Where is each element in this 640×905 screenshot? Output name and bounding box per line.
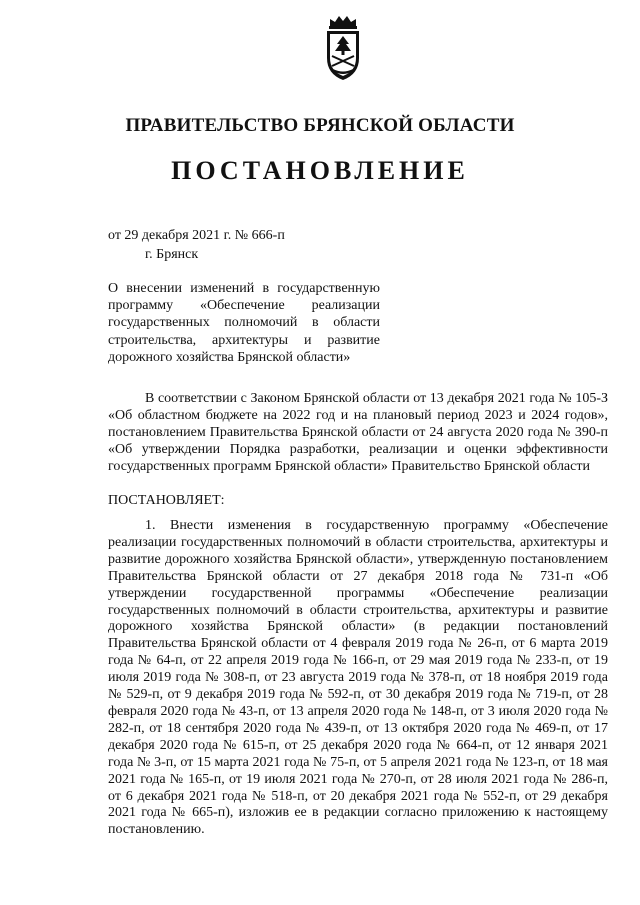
- bryansk-oblast-coat-of-arms-icon: [321, 14, 365, 84]
- government-title: ПРАВИТЕЛЬСТВО БРЯНСКОЙ ОБЛАСТИ: [125, 115, 515, 136]
- item-1-paragraph: 1. Внести изменения в государственную программу «Обеспечение реализации государственных полномочий в области строительства, архитектуры и развитие дорожного хозяйства Брянской области», утвержденную постановлением Правительства Брянской области от 27 декабря 2018 года № 731-п «Об утверждении государственной программы «Обеспечение реализации государственных полномочий в области строительства, архитектуры и развитие дорожного хозяйства Брянской области» (в редакции постановлений Правительства Брянской области от 4 февраля 2019 года № 26-п, от 6 марта 2019 года № 64-п, от 22 апреля 2019 года № 166-п, от 29 мая 2019 года № 233-п, от 19 июля 2019 года № 308-п, от 23 августа 2019 года № 378-п, от 18 ноября 2019 года № 529-п, от 9 декабря 2019 года № 592-п, от 30 декабря 2019 года № 719-п, от 28 февраля 2020 года № 43-п, от 13 апреля 2020 года № 148-п, от 3 июля 2020 года № 282-п, от 18 сентября 2020 года № 439-п, от 13 октября 2020 года № 469-п, от 17 декабря 2020 года № 615-п, от 25 декабря 2020 года № 664-п, от 12 января 2021 года № 3-п, от 15 марта 2021 года № 75-п, от 5 апреля 2021 года № 123-п, от 18 мая 2021 года № 165-п, от 19 июля 2021 года № 270-п, от 28 июля 2021 года № 286-п, от 6 декабря 2021 года № 518-п, от 20 декабря 2021 года № 552-п, от 29 декабря 2021 года № 665-п), изложив ее в редакции согласно приложению к настоящему постановлению.: [108, 518, 608, 838]
- document-type-title: ПОСТАНОВЛЕНИЕ: [171, 156, 469, 185]
- date-and-number: от 29 декабря 2021 г. № 666-п: [108, 228, 285, 243]
- preamble-paragraph: В соответствии с Законом Брянской области от 13 декабря 2021 года № 105-З «Об областном бюджете на 2022 год и на плановый период 2023 и 2024 годов», постановлением Правительства Брянской области от 24 августа 2020 года № 390-п «Об утверждении Порядка разработки, реализации и оценки эффективности государственных программ Брянской области» Правительство Брянской области: [108, 391, 608, 474]
- city-name: г. Брянск: [145, 247, 199, 262]
- decree-word: ПОСТАНОВЛЯЕТ:: [108, 493, 225, 508]
- document-subject: О внесении изменений в государственную программу «Обеспечение реализации государственных полномочий в области строительства, архитектуры и развитие дорожного хозяйства Брянской области»: [108, 281, 380, 365]
